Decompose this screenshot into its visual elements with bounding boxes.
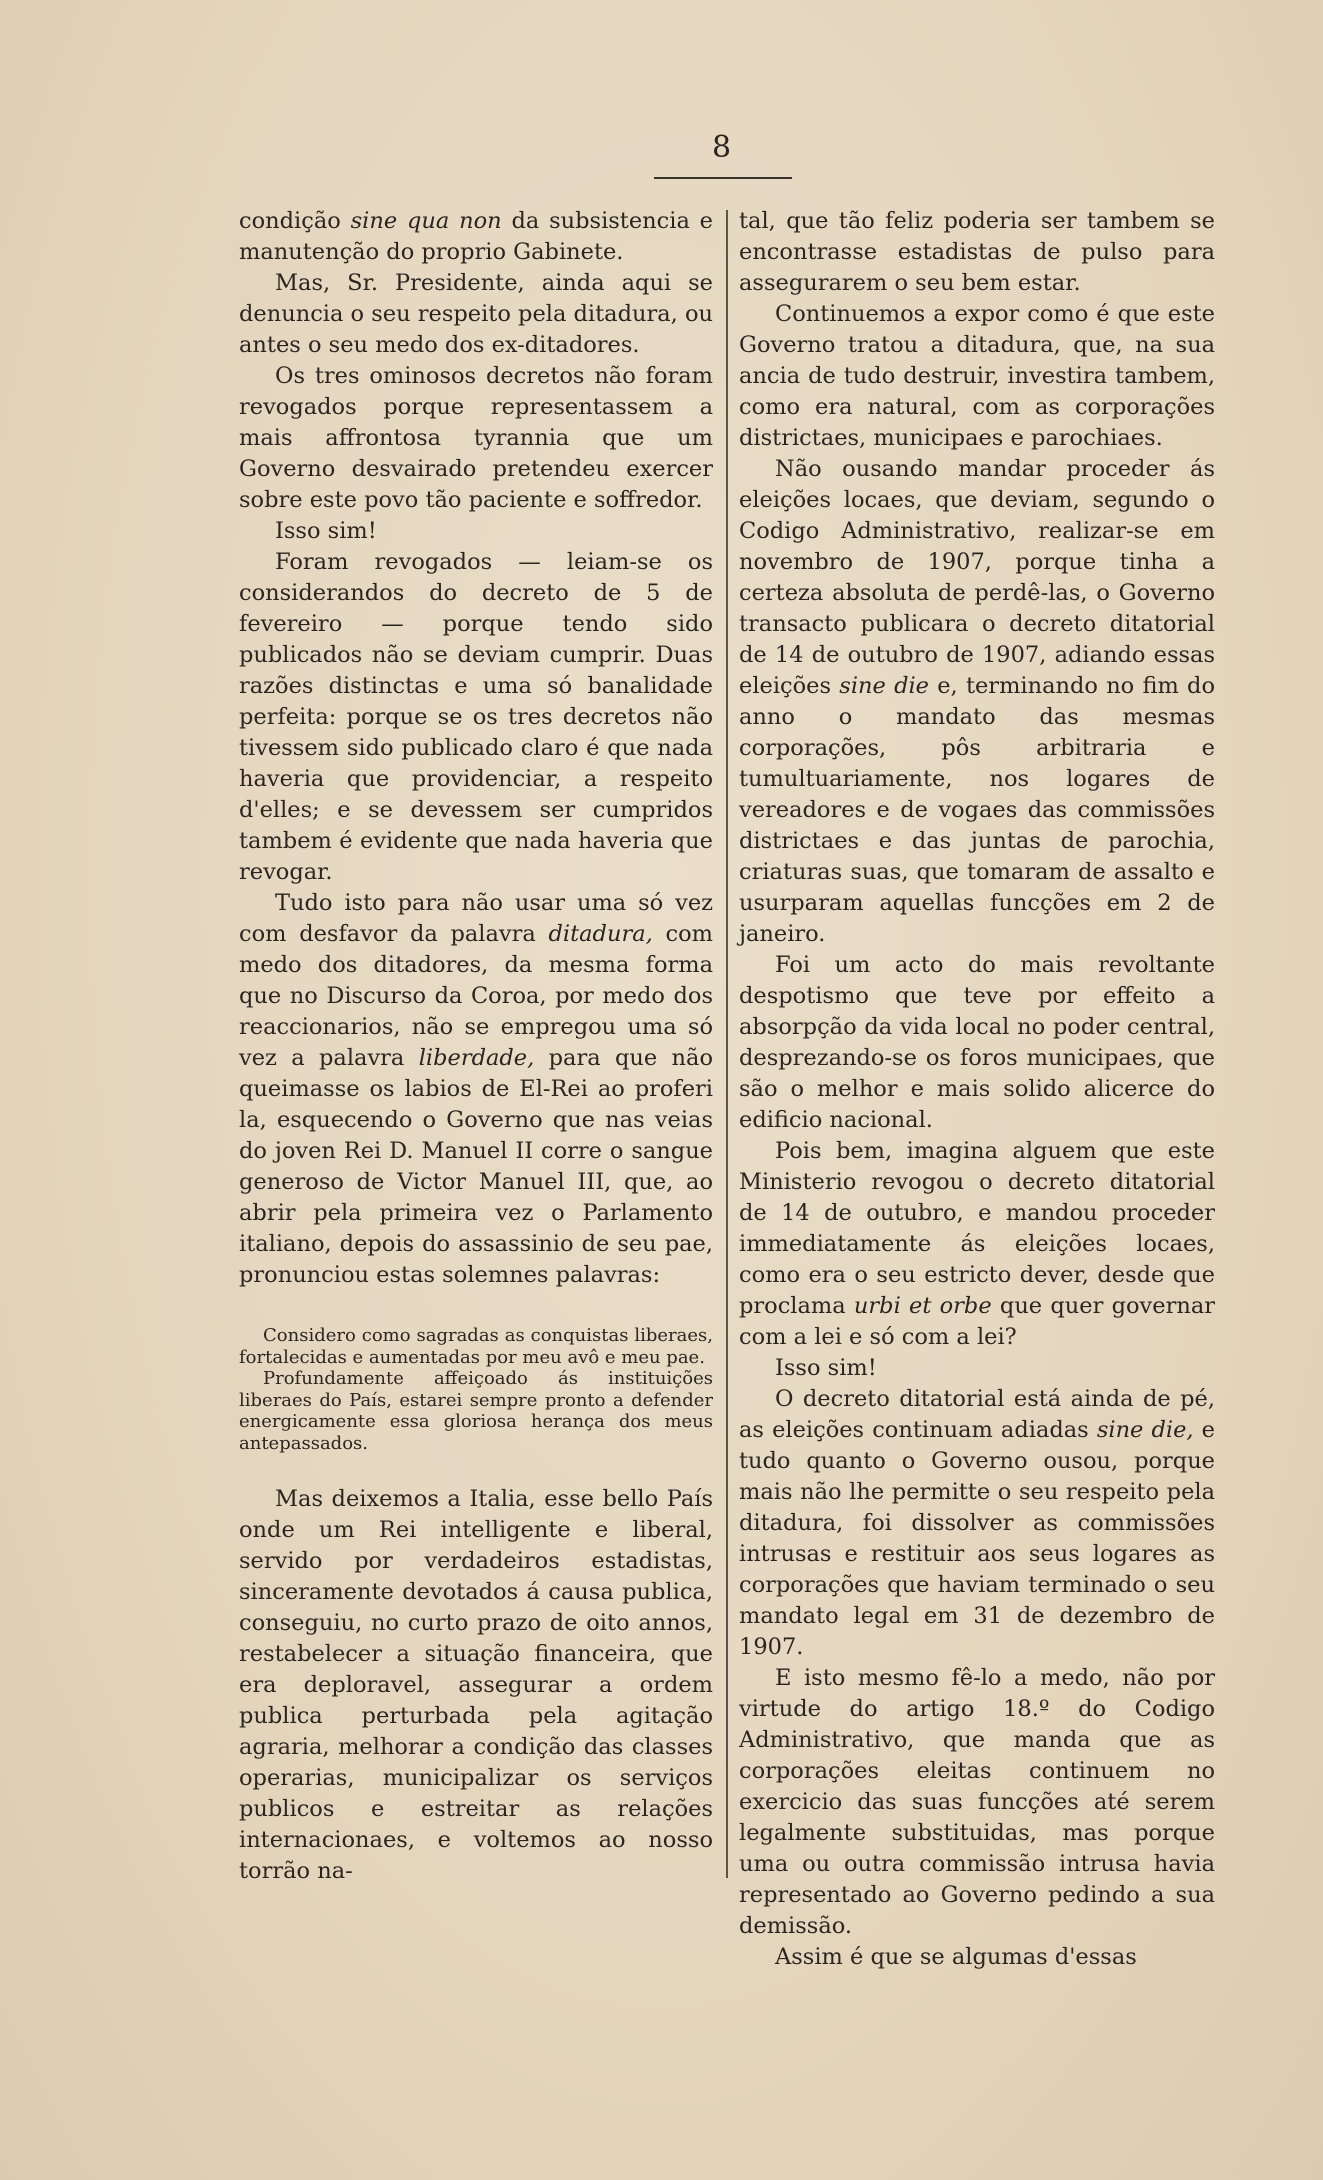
italic-text: sine die, (1096, 1417, 1194, 1443)
left-column (239, 206, 713, 1887)
text-run: que quer governar com a lei e só com a lei? (739, 1293, 1215, 1350)
paragraph: Continuemos a expor como é que este Governo tratou a ditadura, que, na sua ancia de tudo destruir, investira tambem, como era natural, com as corporações districtaes, municipaes e parochiaes. (739, 301, 1215, 451)
italic-text: sine qua non (350, 208, 502, 234)
quote-paragraph: Considero como sagradas as conquistas liberaes, fortalecidas e aumentadas por meu avô e meu pae. (239, 1325, 713, 1368)
right-column (739, 206, 1215, 1973)
header-rule (654, 177, 792, 179)
paragraph (739, 1384, 1215, 1663)
paragraph: E isto mesmo fê-lo a medo, não por virtude do artigo 18.º do Codigo Administrativo, que manda que as corporações eleitas continuem no exercicio das suas funcções até serem legalmente substituidas, mas porque uma ou outra commissão intrusa havia representado ao Governo pedindo a sua demissão. (739, 1665, 1215, 1939)
text-run: e, terminando no fim do anno o mandato das mesmas corporações, pôs arbitraria e tumultuariamente, nos logares de vereadores e de vogaes das commissões districtaes e das juntas de parochia, criaturas suas, que tomaram de assalto e usurparam aquellas funcções em 2 de janeiro. (739, 673, 1216, 947)
text-run: O decreto ditatorial está ainda de pé, as eleições continuam adiadas (739, 1386, 1215, 1443)
italic-text: sine die (839, 673, 929, 699)
text-run: da subsistencia e manutenção do proprio Gabinete. (239, 208, 713, 265)
paragraph (239, 888, 713, 1291)
text-run: condição (239, 208, 351, 234)
page-number: 8 (712, 130, 732, 165)
block-quote (239, 1325, 713, 1454)
italic-text: ditadura, (548, 921, 653, 947)
text-run: e tudo quanto o Governo ousou, porque mais não lhe permitte o seu respeito pela ditadura, foi dissolver as commissões intrusas e restituir aos seus logares as corporações que haviam terminado o seu mandato legal em 31 de dezembro de 1907. (739, 1417, 1215, 1660)
paragraph: Foi um acto do mais revoltante despotismo que teve por effeito a absorpção da vida local no poder central, desprezando-se os foros municipaes, que são o melhor e mais solido alicerce do edificio nacional. (739, 952, 1215, 1133)
italic-text: urbi et orbe (853, 1293, 992, 1319)
paragraph: Isso sim! (275, 518, 377, 544)
text-run: para que não queimasse os labios de El-Rei ao proferi la, esquecendo o Governo que nas veias do joven Rei D. Manuel II corre o sangue generoso de Victor Manuel III, que, ao abrir pela primeira vez o Parlamento italiano, depois do assassinio de seu pae, pronunciou estas solemnes palavras: (239, 1045, 714, 1288)
quote-paragraph: Profundamente affeiçoado ás instituições liberaes do País, estarei sempre pronto a defender energicamente essa gloriosa herança dos meus antepassados. (239, 1368, 713, 1454)
column-divider (726, 210, 728, 1878)
italic-text: liberdade, (418, 1045, 535, 1071)
text-run: com medo dos ditadores, da mesma forma que no Discurso da Coroa, por medo dos reaccionarios, não se empregou uma só vez a palavra (239, 921, 713, 1071)
paragraph: Foram revogados — leiam-se os considerandos do decreto de 5 de fevereiro — porque tendo sido publicados não se deviam cumprir. Duas razões distinctas e uma só banalidade perfeita: porque se os tres decretos não tivessem sido publicado claro é que nada haveria que providenciar, a respeito d'elles; e se devessem ser cumpridos tambem é evidente que nada haveria que revogar. (239, 549, 713, 885)
paragraph: Assim é que se algumas d'essas (775, 1944, 1137, 1970)
paragraph: tal, que tão feliz poderia ser tambem se encontrasse estadistas de pulso para assegurarem o seu bem estar. (739, 208, 1215, 296)
text-run: Pois bem, imagina alguem que este Ministerio revogou o decreto ditatorial de 14 de outubro, e mandou proceder immediatamente ás eleições locaes, como era o seu estricto dever, desde que proclama (739, 1138, 1215, 1319)
paragraph (239, 206, 713, 268)
paragraph: Isso sim! (775, 1355, 877, 1381)
paragraph: Os tres ominosos decretos não foram revogados porque representassem a mais affrontosa tyrannia que um Governo desvairado pretendeu exercer sobre este povo tão paciente e soffredor. (239, 363, 713, 513)
text-run: Não ousando mandar proceder ás eleições locaes, que deviam, segundo o Codigo Administrativo, realizar-se em novembro de 1907, porque tinha a certeza absoluta de perdê-las, o Governo transacto publicara o decreto ditatorial de 14 de outubro de 1907, adiando essas eleições (739, 456, 1215, 699)
paragraph: Mas deixemos a Italia, esse bello País onde um Rei intelligente e liberal, servido por verdadeiros estadistas, sinceramente devotados á causa publica, conseguiu, no curto prazo de oito annos, restabelecer a situação financeira, que era deploravel, assegurar a ordem publica perturbada pela agitação agraria, melhorar a condição das classes operarias, municipalizar os serviços publicos e estreitar as relações internacionaes, e voltemos ao nosso torrão na- (239, 1486, 713, 1884)
text-run: Tudo isto para não usar uma só vez com desfavor da palavra (239, 890, 713, 947)
paragraph (739, 454, 1215, 950)
paragraph: Mas, Sr. Presidente, ainda aqui se denuncia o seu respeito pela ditadura, ou antes o seu medo dos ex-ditadores. (239, 270, 713, 358)
page-margin-bottom (0, 1880, 1323, 2180)
paragraph (739, 1136, 1215, 1353)
